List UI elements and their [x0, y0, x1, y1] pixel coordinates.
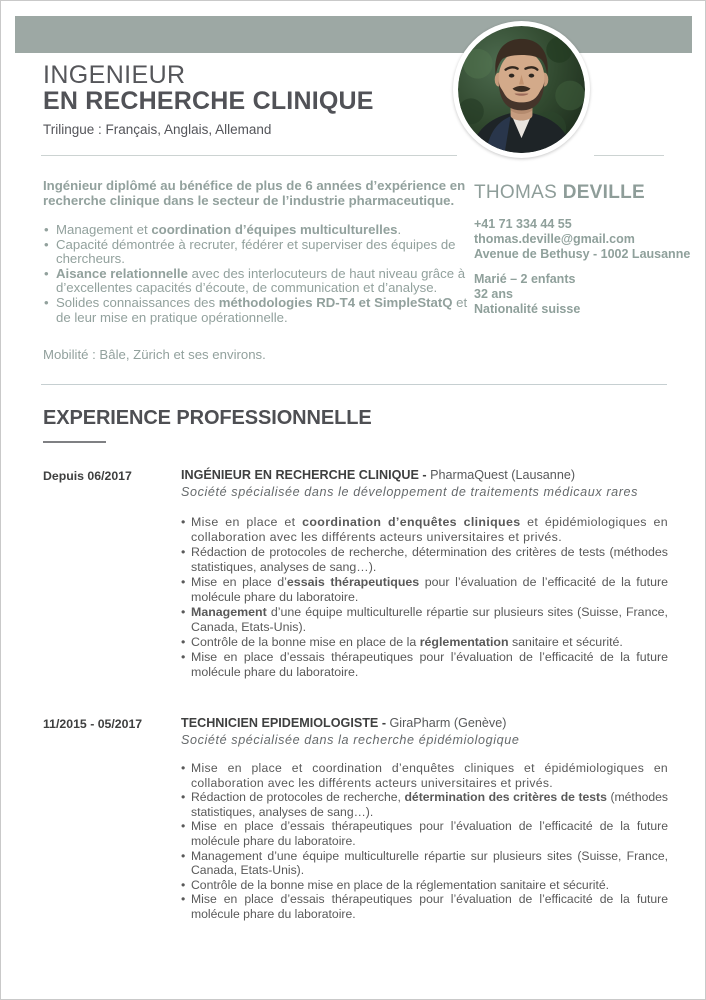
bullet-item: • Rédaction de protocoles de recherche, détermination des critères de tests (méthodes statistiques, analyses de sang…).: [181, 790, 669, 819]
job-1-content: [181, 467, 668, 680]
profile-summary: [43, 178, 473, 325]
contact-block: [474, 182, 690, 317]
last-name: DEVILLE: [562, 182, 646, 203]
bullet-item: • Rédaction de protocoles de recherche, détermination des critères de tests (méthodes statistiques, analyses de sang…).: [181, 545, 668, 574]
job-entry-1: [43, 467, 668, 680]
page-title-line2: EN RECHERCHE CLINIQUE: [43, 87, 374, 115]
bullet-item: • Contrôle de la bonne mise en place de la réglementation sanitaire et sécurité.: [181, 635, 623, 649]
title-block: [43, 62, 374, 137]
experience-heading-text: EXPERIENCE PROFESSIONNELLE: [43, 407, 372, 429]
heading-underline: [43, 441, 106, 443]
bullet-item: • Mise en place et coordination d’enquêtes cliniques et épidémiologiques en collaboration avec les différents acteurs universitaires et privés.: [181, 515, 669, 544]
age: 32 ans: [474, 286, 513, 301]
phone-number: +41 71 334 44 55: [474, 217, 572, 231]
job-1-description: Société spécialisée dans le développement de traitements médicaux rares: [181, 485, 639, 499]
contact-details: [474, 217, 690, 263]
candidate-name: [474, 182, 690, 204]
summary-intro: Ingénieur diplômé au bénéfice de plus de 6 années d’expérience en recherche clinique dans le secteur de l’industrie pharmaceutique.: [43, 178, 466, 208]
job-2-dates: 11/2015 - 05/2017: [43, 717, 143, 731]
nationality: Nationalité suisse: [474, 302, 581, 317]
bullet-item: • Solides connaissances des méthodologies RD-T4 et SimpleStatQ et de leur mise en pratique opérationnelle.: [44, 294, 468, 325]
bullet-item: • Mise en place d’essais thérapeutiques pour l’évaluation de l’efficacité de la future molécule phare du laboratoire.: [181, 819, 668, 848]
bullet-item: • Management d’une équipe multiculturelle répartie sur plusieurs sites (Suisse, France, Canada, Etats-Unis).: [181, 848, 668, 878]
job-entry-2: [43, 715, 668, 922]
email-address: thomas.deville@gmail.com: [474, 232, 635, 247]
bullet-item: • Management et coordination d’équipes multiculturelles.: [44, 222, 402, 237]
job-1-company: PharmaQuest (Lausanne): [430, 468, 576, 482]
personal-details: [474, 272, 690, 318]
bullet-item: • Mise en place d’essais thérapeutiques pour l’évaluation de l’efficacité de la future molécule phare du laboratoire.: [181, 575, 668, 604]
page-title-line1: INGENIEUR: [43, 61, 186, 89]
bullet-item: • Mise en place d’essais thérapeutiques pour l’évaluation de l’efficacité de la future molécule phare du laboratoire.: [181, 892, 668, 921]
bullet-item: • Mise en place d’essais thérapeutiques pour l’évaluation de l’efficacité de la future molécule phare du laboratoire.: [181, 650, 668, 679]
languages-subtitle: Trilingue : Français, Anglais, Allemand: [43, 122, 272, 137]
first-name: THOMAS: [474, 182, 558, 203]
job-2-description: Société spécialisée dans la recherche épidémiologique: [181, 733, 520, 747]
job-1-title: INGÉNIEUR EN RECHERCHE CLINIQUE -: [181, 468, 431, 482]
job-2-title: TECHNICIEN EPIDEMIOLOGISTE -: [181, 716, 390, 730]
job-1-bullet-list: [181, 515, 668, 680]
profile-photo: [453, 21, 590, 158]
header-rule-left: [41, 155, 457, 156]
header-rule-right: [594, 155, 664, 156]
postal-address: Avenue de Bethusy - 1002 Lausanne: [474, 247, 691, 262]
bullet-item: • Mise en place et coordination d’enquêtes cliniques et épidémiologiques en collaboration avec les différents acteurs universitaires et privés.: [181, 761, 668, 790]
portrait-illustration: [458, 26, 585, 153]
job-2-titleline: [181, 715, 668, 731]
job-2-bullet-list: [181, 761, 668, 922]
mobility-line: Mobilité : Bâle, Zürich et ses environs.: [43, 347, 266, 362]
job-1-titleline: [181, 467, 668, 483]
bullet-item: • Aisance relationnelle avec des interlocuteurs de haut niveau grâce à d’excellentes capacités d’écoute, de communication et d’analyse.: [44, 265, 466, 296]
job-2-company: GiraPharm (Genève): [389, 716, 507, 730]
bullet-item: • Contrôle de la bonne mise en place de la réglementation sanitaire et sécurité.: [181, 877, 610, 892]
bullet-item: • Management d’une équipe multiculturelle répartie sur plusieurs sites (Suisse, France, Canada, Etats-Unis).: [181, 605, 668, 634]
summary-bullet-list: [43, 223, 473, 325]
bullet-item: • Capacité démontrée à recruter, fédérer et superviser des équipes de chercheurs.: [44, 236, 456, 267]
family-status: Marié – 2 enfants: [474, 271, 576, 286]
job-1-dates: Depuis 06/2017: [43, 469, 132, 483]
experience-section-heading: [43, 407, 372, 443]
header-banner: [15, 16, 692, 53]
job-2-content: [181, 715, 668, 922]
section-divider: [41, 384, 667, 385]
